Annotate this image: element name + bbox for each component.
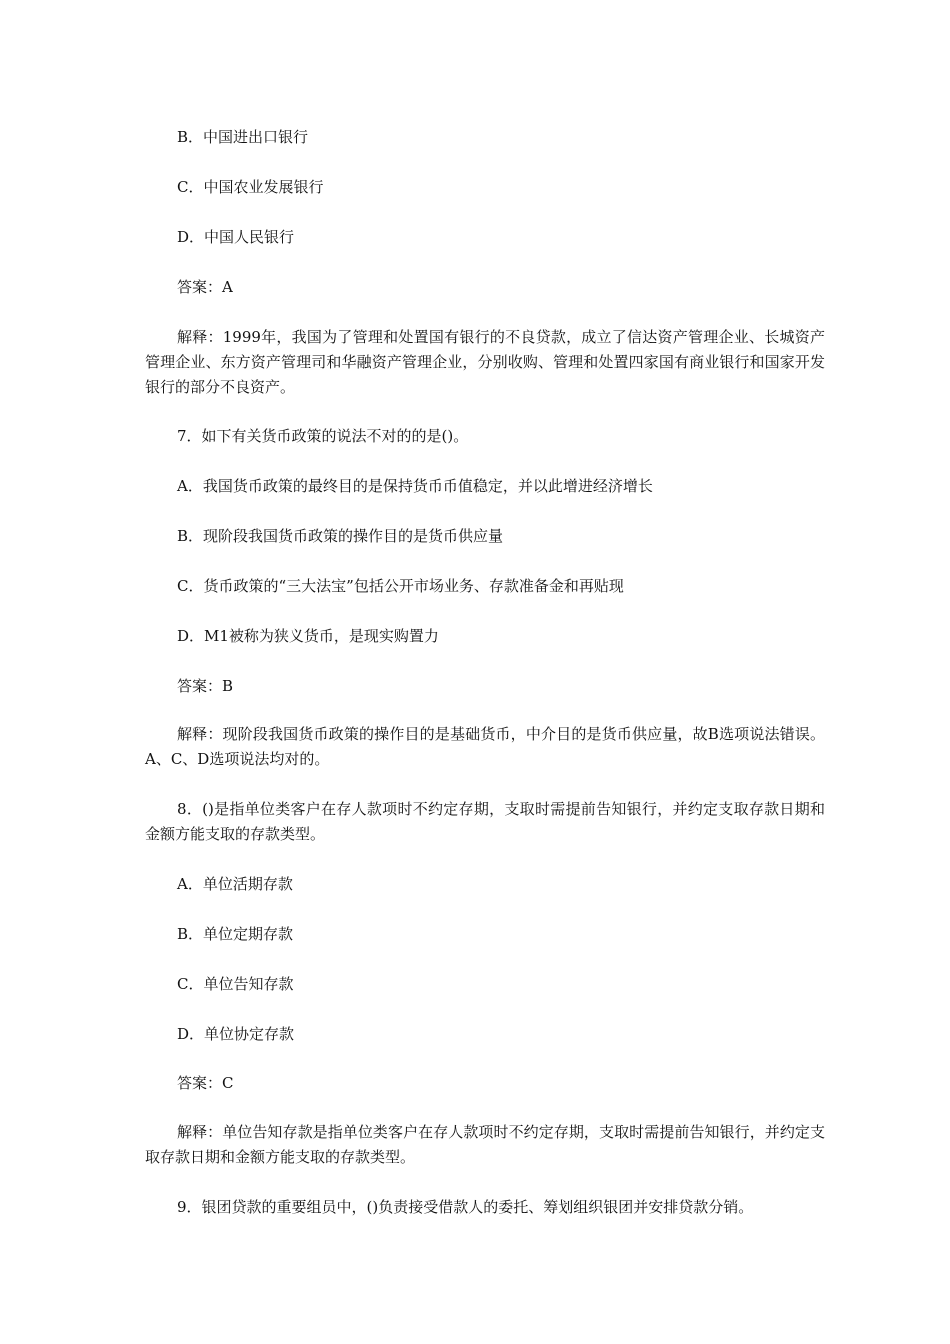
option-d-q8: D．单位协定存款 <box>177 1025 295 1043</box>
explanation-q7: 解释：现阶段我国货币政策的操作目的是基础货币，中介目的是货币供应量，故B选项说法错误。A、C、D选项说法均对的。 <box>145 725 825 768</box>
question-9: 9．银团贷款的重要组员中，()负责接受借款人的委托、筹划组织银团并安排贷款分销。 <box>177 1198 754 1216</box>
answer-q8: 答案：C <box>177 1074 234 1092</box>
option-c-q8: C．单位告知存款 <box>177 975 294 993</box>
answer-q7: 答案：B <box>177 677 234 695</box>
question-7: 7．如下有关货币政策的说法不对的的是()。 <box>177 427 469 445</box>
option-c-q6: C．中国农业发展银行 <box>177 178 324 196</box>
option-b-q8: B．单位定期存款 <box>177 925 294 943</box>
explanation-q6: 解释：1999年，我国为了管理和处置国有银行的不良贷款，成立了信达资产管理企业、长城资产管理企业、东方资产管理司和华融资产管理企业，分别收购、管理和处置四家国有商业银行和国家开发银行的部分不良资产。 <box>145 328 825 396</box>
option-c-q7: C．货币政策的“三大法宝”包括公开市场业务、存款准备金和再贴现 <box>177 577 624 595</box>
option-d-q7: D．M1被称为狭义货币，是现实购置力 <box>177 627 439 645</box>
question-8: 8．()是指单位类客户在存人款项时不约定存期，支取时需提前告知银行，并约定支取存款日期和金额方能支取的存款类型。 <box>145 800 825 843</box>
option-a-q7: A．我国货币政策的最终目的是保持货币币值稳定，并以此增进经济增长 <box>177 477 653 495</box>
option-a-q8: A．单位活期存款 <box>177 875 293 893</box>
explanation-q8: 解释：单位告知存款是指单位类客户在存人款项时不约定存期，支取时需提前告知银行，并约定支取存款日期和金额方能支取的存款类型。 <box>145 1123 825 1166</box>
option-d-q6: D．中国人民银行 <box>177 228 295 246</box>
option-b-q7: B．现阶段我国货币政策的操作目的是货币供应量 <box>177 527 504 545</box>
answer-q6: 答案：A <box>177 278 233 296</box>
option-b-q6: B．中国进出口银行 <box>177 128 309 146</box>
